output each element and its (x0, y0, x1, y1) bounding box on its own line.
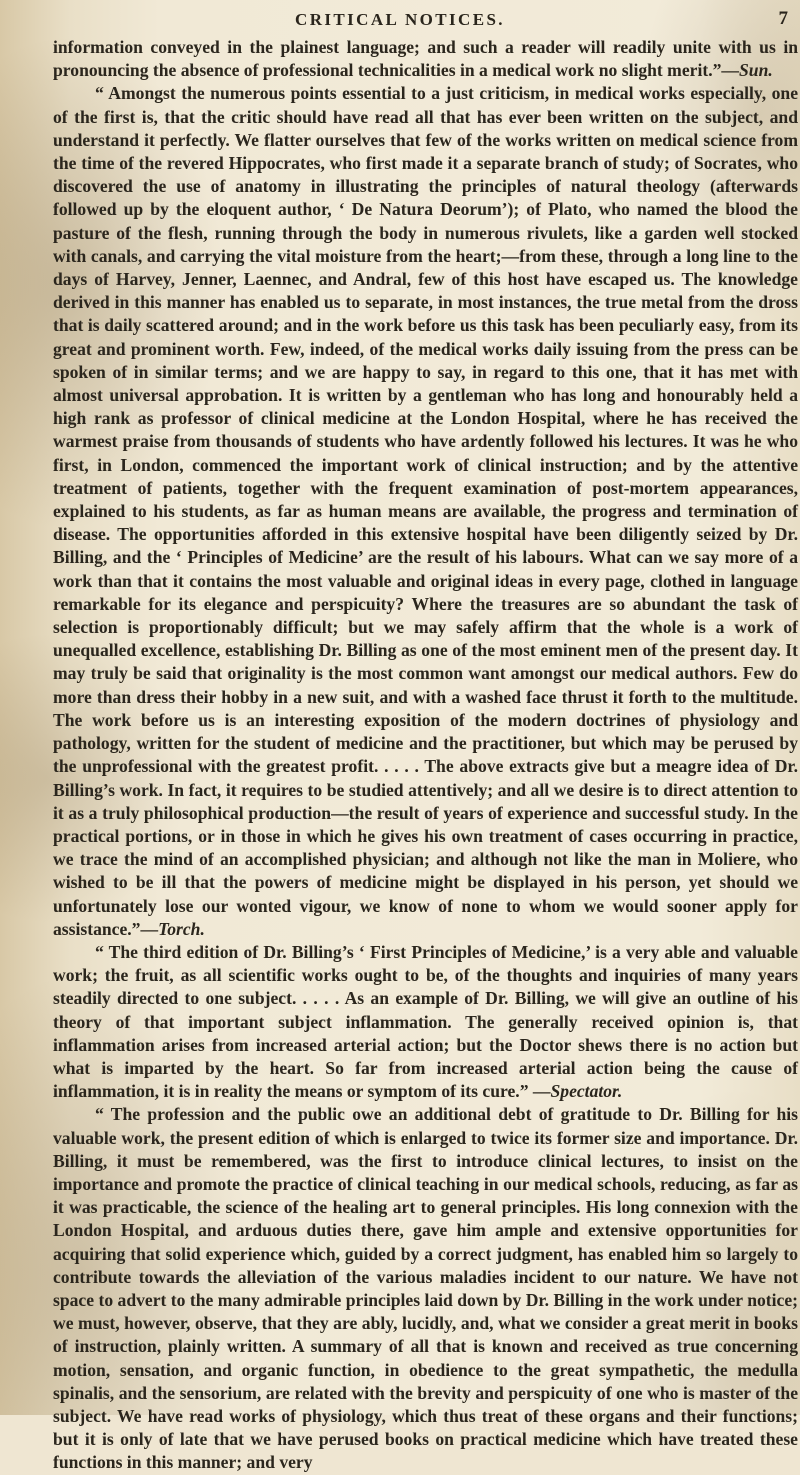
paragraph-spectator (53, 941, 798, 1103)
page-header (0, 8, 800, 32)
paragraph-sun (53, 36, 798, 82)
paragraph-text: information conveyed in the plainest language; and such a reader will readily unite with us in pronouncing the absence of professional technicalities in a medical work no slight merit.”— (53, 37, 798, 81)
page-number: 7 (778, 8, 788, 29)
running-head: CRITICAL NOTICES. (295, 10, 505, 29)
body-text (53, 36, 798, 1475)
source-citation: Spectator. (550, 1081, 623, 1102)
paragraph-profession (53, 1103, 798, 1474)
source-citation: Torch. (158, 918, 205, 939)
source-citation: Sun. (739, 60, 773, 81)
paragraph-text: “ The profession and the public owe an additional debt of gratitude to Dr. Billing for his valuable work, the present edition of which is enlarged to twice its former size and importance. Dr. Billing, it must be remembered, was the first to introduce clinical lectures, to insist on the importance and promote the practice of clinical teaching in our medical schools, reducing, as far as it was practicable, the science of the healing art to general principles. His long connexion with the London Hospital, and arduous duties there, gave him ample and extensive opportunities for acquiring that solid experience which, guided by a correct judgment, has enabled him so largely to contribute towards the alleviation of the various maladies incident to our nature. We have not space to advert to the many admirable principles laid down by Dr. Billing in the work under notice; we must, however, observe, that they are ably, lucidly, and, what we consider a great merit in books of instruction, plainly written. A summary of all that is known and received as true concerning motion, sensation, and organic function, in obedience to the great sympathetic, the medulla spinalis, and the sensorium, are related with the brevity and perspicuity of one who is master of the subject. We have read works of physiology, which thus treat of these organs and their functions; but it is only of late that we have perused books on practical medicine which have treated these functions in this manner; and very (53, 1104, 798, 1473)
paragraph-text: “ The third edition of Dr. Billing’s ‘ First Principles of Medicine,’ is a very able and valuable work; the fruit, as all scientific works ought to be, of the thoughts and inquiries of many years steadily directed to one subject. . . . . As an example of Dr. Billing, we will give an outline of his theory of that important subject inflammation. The generally received opinion is, that inflammation arises from increased arterial action; but the Doctor shews there is no action but what is imparted by the heart. So far from increased arterial action being the cause of inflammation, it is in reality the means or symptom of its cure.” — (53, 941, 798, 1102)
paragraph-torch (53, 82, 798, 941)
paragraph-text: “ Amongst the numerous points essential to a just criticism, in medical works especially, one of the first is, that the critic should have read all that has ever been written on the subject, and understand it perfectly. We flatter ourselves that few of the works written on medical science from the time of the revered Hippocrates, who first made it a separate branch of study; of Socrates, who discovered the use of anatomy in illustrating the principles of natural theology (afterwards followed up by the eloquent author, ‘ De Natura Deorum’); of Plato, who named the blood the pasture of the flesh, running through the body in numerous rivulets, like a garden well stocked with canals, and carrying the vital moisture from the heart;—from these, through a long line to the days of Harvey, Jenner, Laennec, and Andral, few of this host have escaped us. The knowledge derived in this manner has enabled us to separate, in most instances, the true metal from the dross that is daily scattered around; and in the work before us this task has been peculiarly easy, from its great and prominent worth. Few, indeed, of the medical works daily issuing from the press can be spoken of in similar terms; and we are happy to say, in regard to this one, that it has met with almost universal approbation. It is written by a gentleman who has long and honourably held a high rank as professor of clinical medicine at the London Hospital, where he has received the warmest praise from thousands of students who have ardently followed his lectures. It was he who first, in London, commenced the important work of clinical instruction; and by the attentive treatment of patients, together with the frequent examination of post-mortem appearances, explained to his students, as far as human means are available, the progress and termination of disease. The opportunities afforded in this extensive hospital have been diligently seized by Dr. Billing, and the ‘ Principles of Medicine’ are the result of his labours. What can we say more of a work than that it contains the most valuable and original ideas in every page, clothed in language remarkable for its elegance and perspicuity? Where the treasures are so abundant the task of selection is proportionably difficult; but we may safely affirm that the whole is a work of unequalled excellence, establishing Dr. Billing as one of the most eminent men of the present day. It may truly be said that originality is the most common want amongst our medical authors. Few do more than dress their hobby in a new suit, and with a washed face thrust it forth to the multitude. The work before us is an interesting exposition of the modern doctrines of physiology and pathology, written for the student of medicine and the practitioner, but which may be perused by the unprofessional with the greatest profit. . . . . The above extracts give but a meagre idea of Dr. Billing’s work. In fact, it requires to be studied attentively; and all we desire is to direct attention to it as a truly philosophical production—the result of years of experience and successful study. In the practical portions, or in those in which he gives his own treatment of cases occurring in practice, we trace the mind of an accomplished physician; and although not like the man in Moliere, who wished to be ill that the powers of medicine might be displayed in his person, yet should we unfortunately lose our wonted vigour, we know of none to whom we would sooner apply for assistance.”— (53, 83, 798, 939)
